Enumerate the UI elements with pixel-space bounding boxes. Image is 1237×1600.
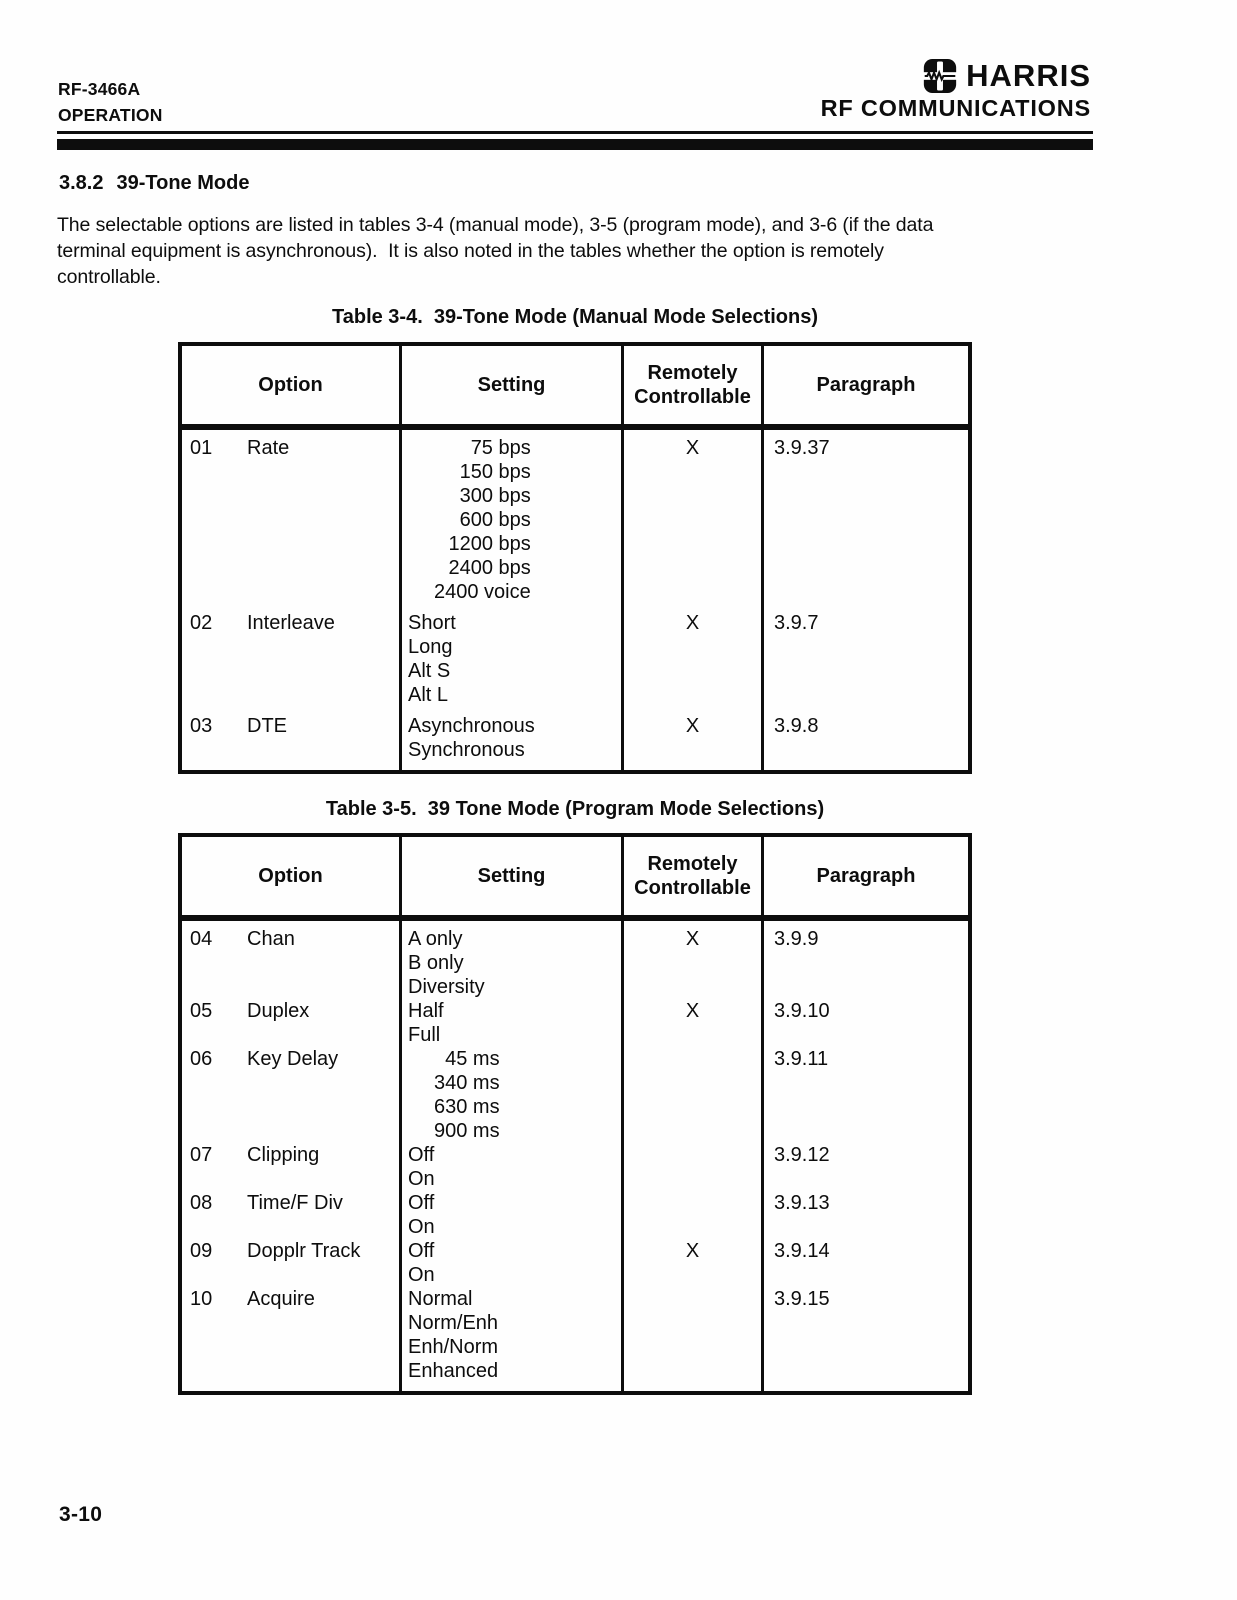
option-cell bbox=[182, 999, 402, 1047]
option-cell bbox=[182, 1287, 402, 1391]
option-cell bbox=[182, 604, 402, 707]
option-name: Duplex bbox=[247, 1000, 310, 1022]
option-name: Clipping bbox=[247, 1144, 320, 1166]
setting-line: On bbox=[408, 1168, 435, 1190]
harris-h-wave-icon bbox=[923, 58, 957, 94]
option-cell bbox=[182, 1191, 402, 1239]
setting-line: Norm/Enh bbox=[408, 1312, 499, 1334]
setting-line: Off bbox=[408, 1240, 435, 1262]
setting-line: Long bbox=[408, 636, 453, 658]
setting-line: Full bbox=[408, 1024, 441, 1046]
setting-line: 630 ms bbox=[434, 1096, 500, 1118]
column-header: Remotely Controllable bbox=[624, 346, 764, 424]
remotely-controllable-cell: X bbox=[624, 999, 764, 1047]
setting-line: Short bbox=[408, 612, 456, 634]
section-title: 39-Tone Mode bbox=[116, 172, 250, 194]
setting-lines bbox=[402, 927, 621, 999]
setting-cell bbox=[402, 707, 624, 770]
setting-cell bbox=[402, 1191, 624, 1239]
doc-section: OPERATION bbox=[58, 105, 163, 125]
setting-line: 300 bps bbox=[459, 485, 531, 507]
option-name: DTE bbox=[247, 715, 287, 737]
column-header: Remotely Controllable bbox=[624, 837, 764, 915]
paragraph-ref-cell: 3.9.8 bbox=[774, 715, 819, 737]
setting-lines bbox=[402, 1191, 621, 1239]
remotely-controllable-cell: X bbox=[624, 604, 764, 707]
option-number: 02 bbox=[190, 612, 213, 634]
column-header: Option bbox=[182, 837, 402, 915]
remotely-controllable-cell: X bbox=[624, 921, 764, 999]
setting-line: On bbox=[408, 1216, 435, 1238]
option-number: 01 bbox=[190, 437, 213, 459]
setting-line: Alt S bbox=[408, 660, 451, 682]
setting-lines bbox=[402, 714, 621, 762]
option-number: 10 bbox=[190, 1288, 213, 1310]
setting-line: Off bbox=[408, 1144, 435, 1166]
setting-line: 340 ms bbox=[434, 1072, 500, 1094]
option-cell bbox=[182, 1239, 402, 1287]
option-cell bbox=[182, 921, 402, 999]
setting-line: 75 bps bbox=[470, 437, 531, 459]
paragraph-ref-cell: 3.9.7 bbox=[774, 612, 819, 634]
option-name: Acquire bbox=[247, 1288, 315, 1310]
option-number: 05 bbox=[190, 1000, 213, 1022]
setting-lines bbox=[434, 1047, 500, 1143]
setting-cell bbox=[402, 921, 624, 999]
setting-line: A only bbox=[408, 928, 463, 950]
setting-cell bbox=[402, 1239, 624, 1287]
setting-lines bbox=[402, 611, 621, 707]
brand-name: HARRIS bbox=[966, 58, 1091, 93]
setting-cell bbox=[402, 604, 624, 707]
remotely-controllable-cell bbox=[624, 1287, 764, 1391]
section-paragraph: The selectable options are listed in tables 3-4 (manual mode), 3-5 (program mode), and 3-6 (if the data terminal equipment is asynchronous). It is also noted in the tables whether the option is remotely controllable. bbox=[57, 214, 939, 288]
setting-cell bbox=[402, 1143, 624, 1191]
setting-cell bbox=[402, 430, 624, 604]
setting-lines bbox=[434, 436, 531, 604]
remotely-controllable-cell: X bbox=[624, 707, 764, 770]
remotely-controllable-cell bbox=[624, 1191, 764, 1239]
option-cell bbox=[182, 1047, 402, 1143]
option-number: 07 bbox=[190, 1144, 213, 1166]
setting-line: 45 ms bbox=[445, 1048, 500, 1070]
option-name: Key Delay bbox=[247, 1048, 339, 1070]
table-header-row bbox=[182, 837, 968, 921]
brand-division: RF COMMUNICATIONS bbox=[820, 95, 1091, 121]
setting-lines bbox=[402, 999, 621, 1047]
option-name: Interleave bbox=[247, 612, 335, 634]
remotely-controllable-cell: X bbox=[624, 1239, 764, 1287]
column-header: Paragraph bbox=[816, 374, 916, 396]
paragraph-ref-cell: 3.9.13 bbox=[774, 1192, 830, 1214]
option-cell bbox=[182, 430, 402, 604]
remotely-controllable-cell: X bbox=[624, 430, 764, 604]
option-number: 04 bbox=[190, 928, 213, 950]
table-title: Table 3-4. 39-Tone Mode (Manual Mode Selections) bbox=[332, 306, 818, 328]
paragraph-ref-cell: 3.9.14 bbox=[774, 1240, 830, 1262]
section-number: 3.8.2 bbox=[59, 172, 104, 194]
setting-line: Half bbox=[408, 1000, 444, 1022]
option-cell bbox=[182, 707, 402, 770]
column-header: Option bbox=[182, 346, 402, 424]
setting-line: 600 bps bbox=[459, 509, 531, 531]
option-name: Time/F Div bbox=[247, 1192, 343, 1214]
option-name: Dopplr Track bbox=[247, 1240, 361, 1262]
section-heading bbox=[59, 172, 249, 195]
table-program-mode bbox=[178, 833, 972, 1395]
header-rule-thin bbox=[57, 131, 1093, 134]
brand-block bbox=[821, 58, 1091, 121]
option-cell bbox=[182, 1143, 402, 1191]
doc-number: RF-3466A bbox=[58, 79, 141, 99]
column-header: Setting bbox=[402, 837, 624, 915]
option-number: 06 bbox=[190, 1048, 213, 1070]
setting-line: 900 ms bbox=[434, 1120, 500, 1142]
setting-line: 150 bps bbox=[459, 461, 531, 483]
setting-line: Enh/Norm bbox=[408, 1336, 499, 1358]
paragraph-ref-cell: 3.9.9 bbox=[774, 928, 819, 950]
column-header: Paragraph bbox=[816, 865, 916, 887]
setting-line: Enhanced bbox=[408, 1360, 499, 1382]
setting-line: Diversity bbox=[408, 976, 485, 998]
option-number: 09 bbox=[190, 1240, 213, 1262]
table-title: Table 3-5. 39 Tone Mode (Program Mode Selections) bbox=[325, 798, 825, 820]
setting-lines bbox=[402, 1239, 621, 1287]
setting-line: On bbox=[408, 1264, 435, 1286]
brand-logo-row bbox=[923, 58, 1091, 94]
column-header: Setting bbox=[402, 346, 624, 424]
table-body bbox=[182, 921, 968, 1391]
table-manual-mode bbox=[178, 342, 972, 774]
setting-line: 2400 bps bbox=[448, 557, 531, 579]
setting-cell bbox=[402, 1047, 624, 1143]
setting-line: Alt L bbox=[408, 684, 449, 706]
setting-line: Asynchronous bbox=[408, 715, 535, 737]
setting-cell bbox=[402, 999, 624, 1047]
remotely-controllable-cell bbox=[624, 1047, 764, 1143]
option-number: 08 bbox=[190, 1192, 213, 1214]
paragraph-ref-cell: 3.9.15 bbox=[774, 1288, 830, 1310]
paragraph-ref-cell: 3.9.12 bbox=[774, 1144, 830, 1166]
setting-line: Normal bbox=[408, 1288, 473, 1310]
page-number: 3-10 bbox=[59, 1503, 103, 1526]
table-header-row bbox=[182, 346, 968, 430]
paragraph-ref-cell: 3.9.11 bbox=[774, 1048, 829, 1070]
option-name: Rate bbox=[247, 437, 290, 459]
setting-line: 2400 voice bbox=[434, 581, 531, 603]
doc-reference bbox=[58, 76, 163, 128]
setting-lines bbox=[402, 1143, 621, 1191]
option-number: 03 bbox=[190, 715, 213, 737]
setting-lines bbox=[402, 1287, 621, 1383]
paragraph-ref-cell: 3.9.10 bbox=[774, 1000, 830, 1022]
table-body bbox=[182, 430, 968, 770]
header-rule-thick bbox=[57, 139, 1093, 150]
setting-line: Off bbox=[408, 1192, 435, 1214]
remotely-controllable-cell bbox=[624, 1143, 764, 1191]
setting-line: B only bbox=[408, 952, 464, 974]
setting-line: 1200 bps bbox=[448, 533, 531, 555]
setting-line: Synchronous bbox=[408, 739, 525, 761]
option-name: Chan bbox=[247, 928, 295, 950]
paragraph-ref-cell: 3.9.37 bbox=[774, 437, 830, 459]
setting-cell bbox=[402, 1287, 624, 1391]
